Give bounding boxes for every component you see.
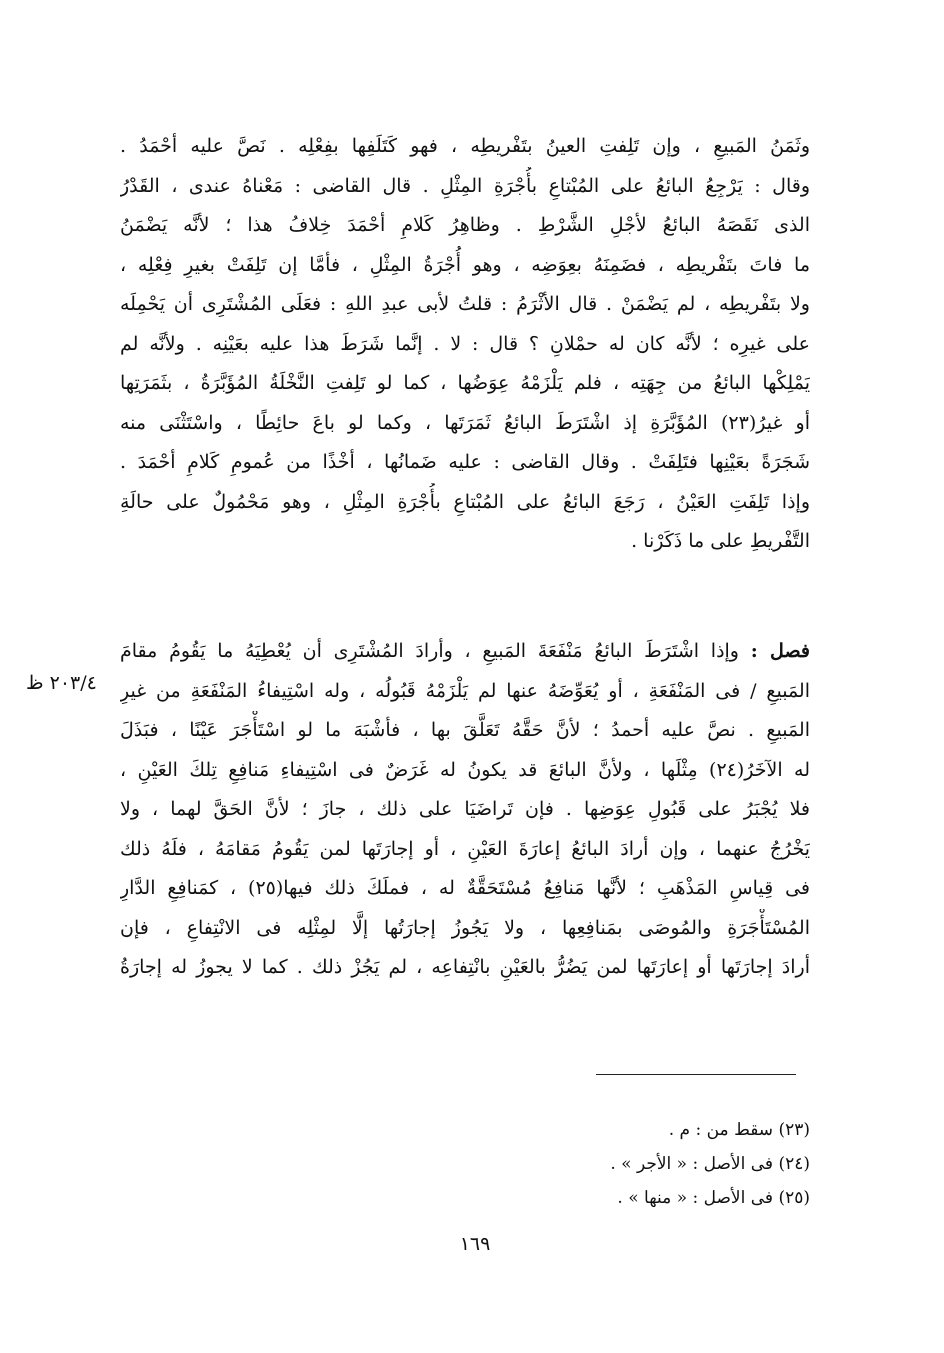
text-line: يَمْلِكْها البائعُ من جِهَتِه ، فلم يَلْزَمْهُ عِوَضُها ، كما لو تَلِفتِ النَّخْلَةُ المُؤَبَّرَةُ ، بثَمَرَتِها bbox=[120, 372, 810, 394]
footnote: (٢٥) فى الأصل : « منها » . bbox=[617, 1188, 810, 1208]
footnote: (٢٣) سقط من : م . bbox=[668, 1120, 810, 1140]
text-line-fasl bbox=[120, 632, 810, 672]
text-line: وثَمَنُ المَبيعِ ، وإن تَلِفتِ العينُ بتَفْريطِه ، فهو كَتَلَفِها بفِعْلِه . نَصَّ عليه أحْمَدُ . bbox=[120, 135, 810, 157]
text-line: وإذا تَلِفَتِ العَيْنُ ، رَجَعَ البائعُ على المُبْتاعِ بأُجْرَةِ المِثْلِ ، وهو مَحْمُولٌ على حالَةِ bbox=[120, 490, 810, 513]
main-paragraph-2 bbox=[120, 632, 810, 988]
footnotes bbox=[500, 1113, 810, 1215]
text-line: المُسْتَأْجَرَةِ والمُوصَى بمَنافِعِها ، ولا يَجُوزُ إجارَتُها إلَّا لمِثْلِه فى الانْتِفاعِ ، فإن bbox=[120, 916, 810, 939]
text-line: أو غيرُ(٢٣) المُؤَبَّرَةِ إذ اشْتَرَطَ البائعُ ثَمَرَتَها ، وكما لو باعَ حائِطًا ، واسْتَثْنَى منه bbox=[120, 411, 810, 434]
text-line: فى قِياسِ المَذْهَبِ ؛ لأنَّها مَنافِعُ مُسْتَحَقَّةٌ له ، فملَكَ ذلك فيها(٢٥) ، كمَنافِعِ الدَّارِ bbox=[120, 877, 810, 899]
text-line: ولا بتَفْريطِه ، لم يَضْمَنْ . قال الأثْرَمُ : قلتُ لأبى عبدِ اللهِ : فعَلَى المُشْتَرِى أن يَحْمِلَه bbox=[120, 293, 810, 315]
page-number: ١٦٩ bbox=[459, 1233, 491, 1255]
main-paragraph-1 bbox=[120, 127, 810, 562]
text-line: فلا يُجْبَرُ على قَبُولِ عِوَضِها . فإن تَراضَيَا على ذلك ، جازَ ؛ لأنَّ الحَقَّ لهما ، ولا bbox=[120, 798, 810, 820]
text-line: ما فاتَ بتَفْريطِه ، فضَمِنَهُ بعِوَضِه ، وهو أُجْرَةُ المِثْلِ ، فأمَّا إن تَلِفَتْ بغيرِ فِعْلِه ، bbox=[120, 253, 810, 276]
margin-reference: ٢٠٣/٤ ظ bbox=[26, 672, 97, 694]
text-line: أرادَ إجارَتَها أو إعارَتَها لمن يَضُرُّ بالعَيْنِ بانْتِفاعِه ، لم يَجُزْ ذلك . كما لا يجوزُ له إجارَةُ bbox=[120, 956, 810, 978]
text-fragment: وإذا اشْتَرَطَ البائعُ مَنْفَعَةَ المَبيعِ ، وأرادَ المُشْتَرِى أن يُعْطِيَهُ ما يَقُومُ مقامَ bbox=[120, 640, 739, 662]
text-line: التَّفْريطِ على ما ذَكَرْنا . bbox=[631, 530, 810, 552]
text-line: على غيرِه ؛ لأنَّه كان له حمْلانِ ؟ قال : لا . إنَّما شَرَطَ هذا عليه بعَيْنِه . ولأنَّه لم bbox=[120, 332, 810, 355]
footnote-divider bbox=[596, 1074, 796, 1075]
text-line: يَخْرُجُ عنهما ، وإن أرادَ البائعُ إعارَةَ العَيْنِ ، أو إجارَتَها لمن يَقُومُ مَقامَهُ ، فلَهُ ذلك bbox=[120, 837, 810, 860]
text-line: المَبيعِ / فى المَنْفَعَةِ ، أو يُعَوِّضَهُ عنها لم يَلْزَمْهُ قَبُولُه ، وله اسْتِيفاءُ المَنْفَعَةِ من غيرِ bbox=[120, 679, 810, 702]
text-line: وقال : يَرْجِعُ البائعُ على المُبْتاعِ بأُجْرَةِ المِثْلِ . قال القاضى : مَعْناهُ عندى ، القَدْرُ bbox=[120, 174, 810, 197]
text-line: المَبيعِ . نصَّ عليه أحمدُ ؛ لأنَّ حَقَّهُ تَعَلَّقَ بها ، فأشْبَهَ ما لو اسْتَأْجَرَ عَيْنًا ، فبَذَلَ bbox=[120, 719, 810, 741]
text-line: له الآخَرُ(٢٤) مِثْلَها ، ولأنَّ البائعَ قد يكونُ له غَرَضٌ فى اسْتِيفاءِ مَنافِعِ تِلكَ العَيْنِ ، bbox=[120, 758, 810, 781]
footnote: (٢٤) فى الأصل : « الأجر » . bbox=[610, 1154, 810, 1174]
text-line: شَجَرَةً بعَيْنِها فتَلِفَتْ . وقال القاضى : عليه ضَمانُها ، أخْذًا من عُمومِ كَلامِ أحْمَدَ . bbox=[120, 451, 810, 473]
section-heading: فصل : bbox=[750, 640, 810, 662]
text-line: الذى نَقَصَهُ البائعُ لأجْلِ الشَّرْطِ . وظاهِرُ كَلامِ أحْمَدَ خِلافُ هذا ؛ لأنَّه يَضْمَنُ bbox=[120, 214, 810, 236]
